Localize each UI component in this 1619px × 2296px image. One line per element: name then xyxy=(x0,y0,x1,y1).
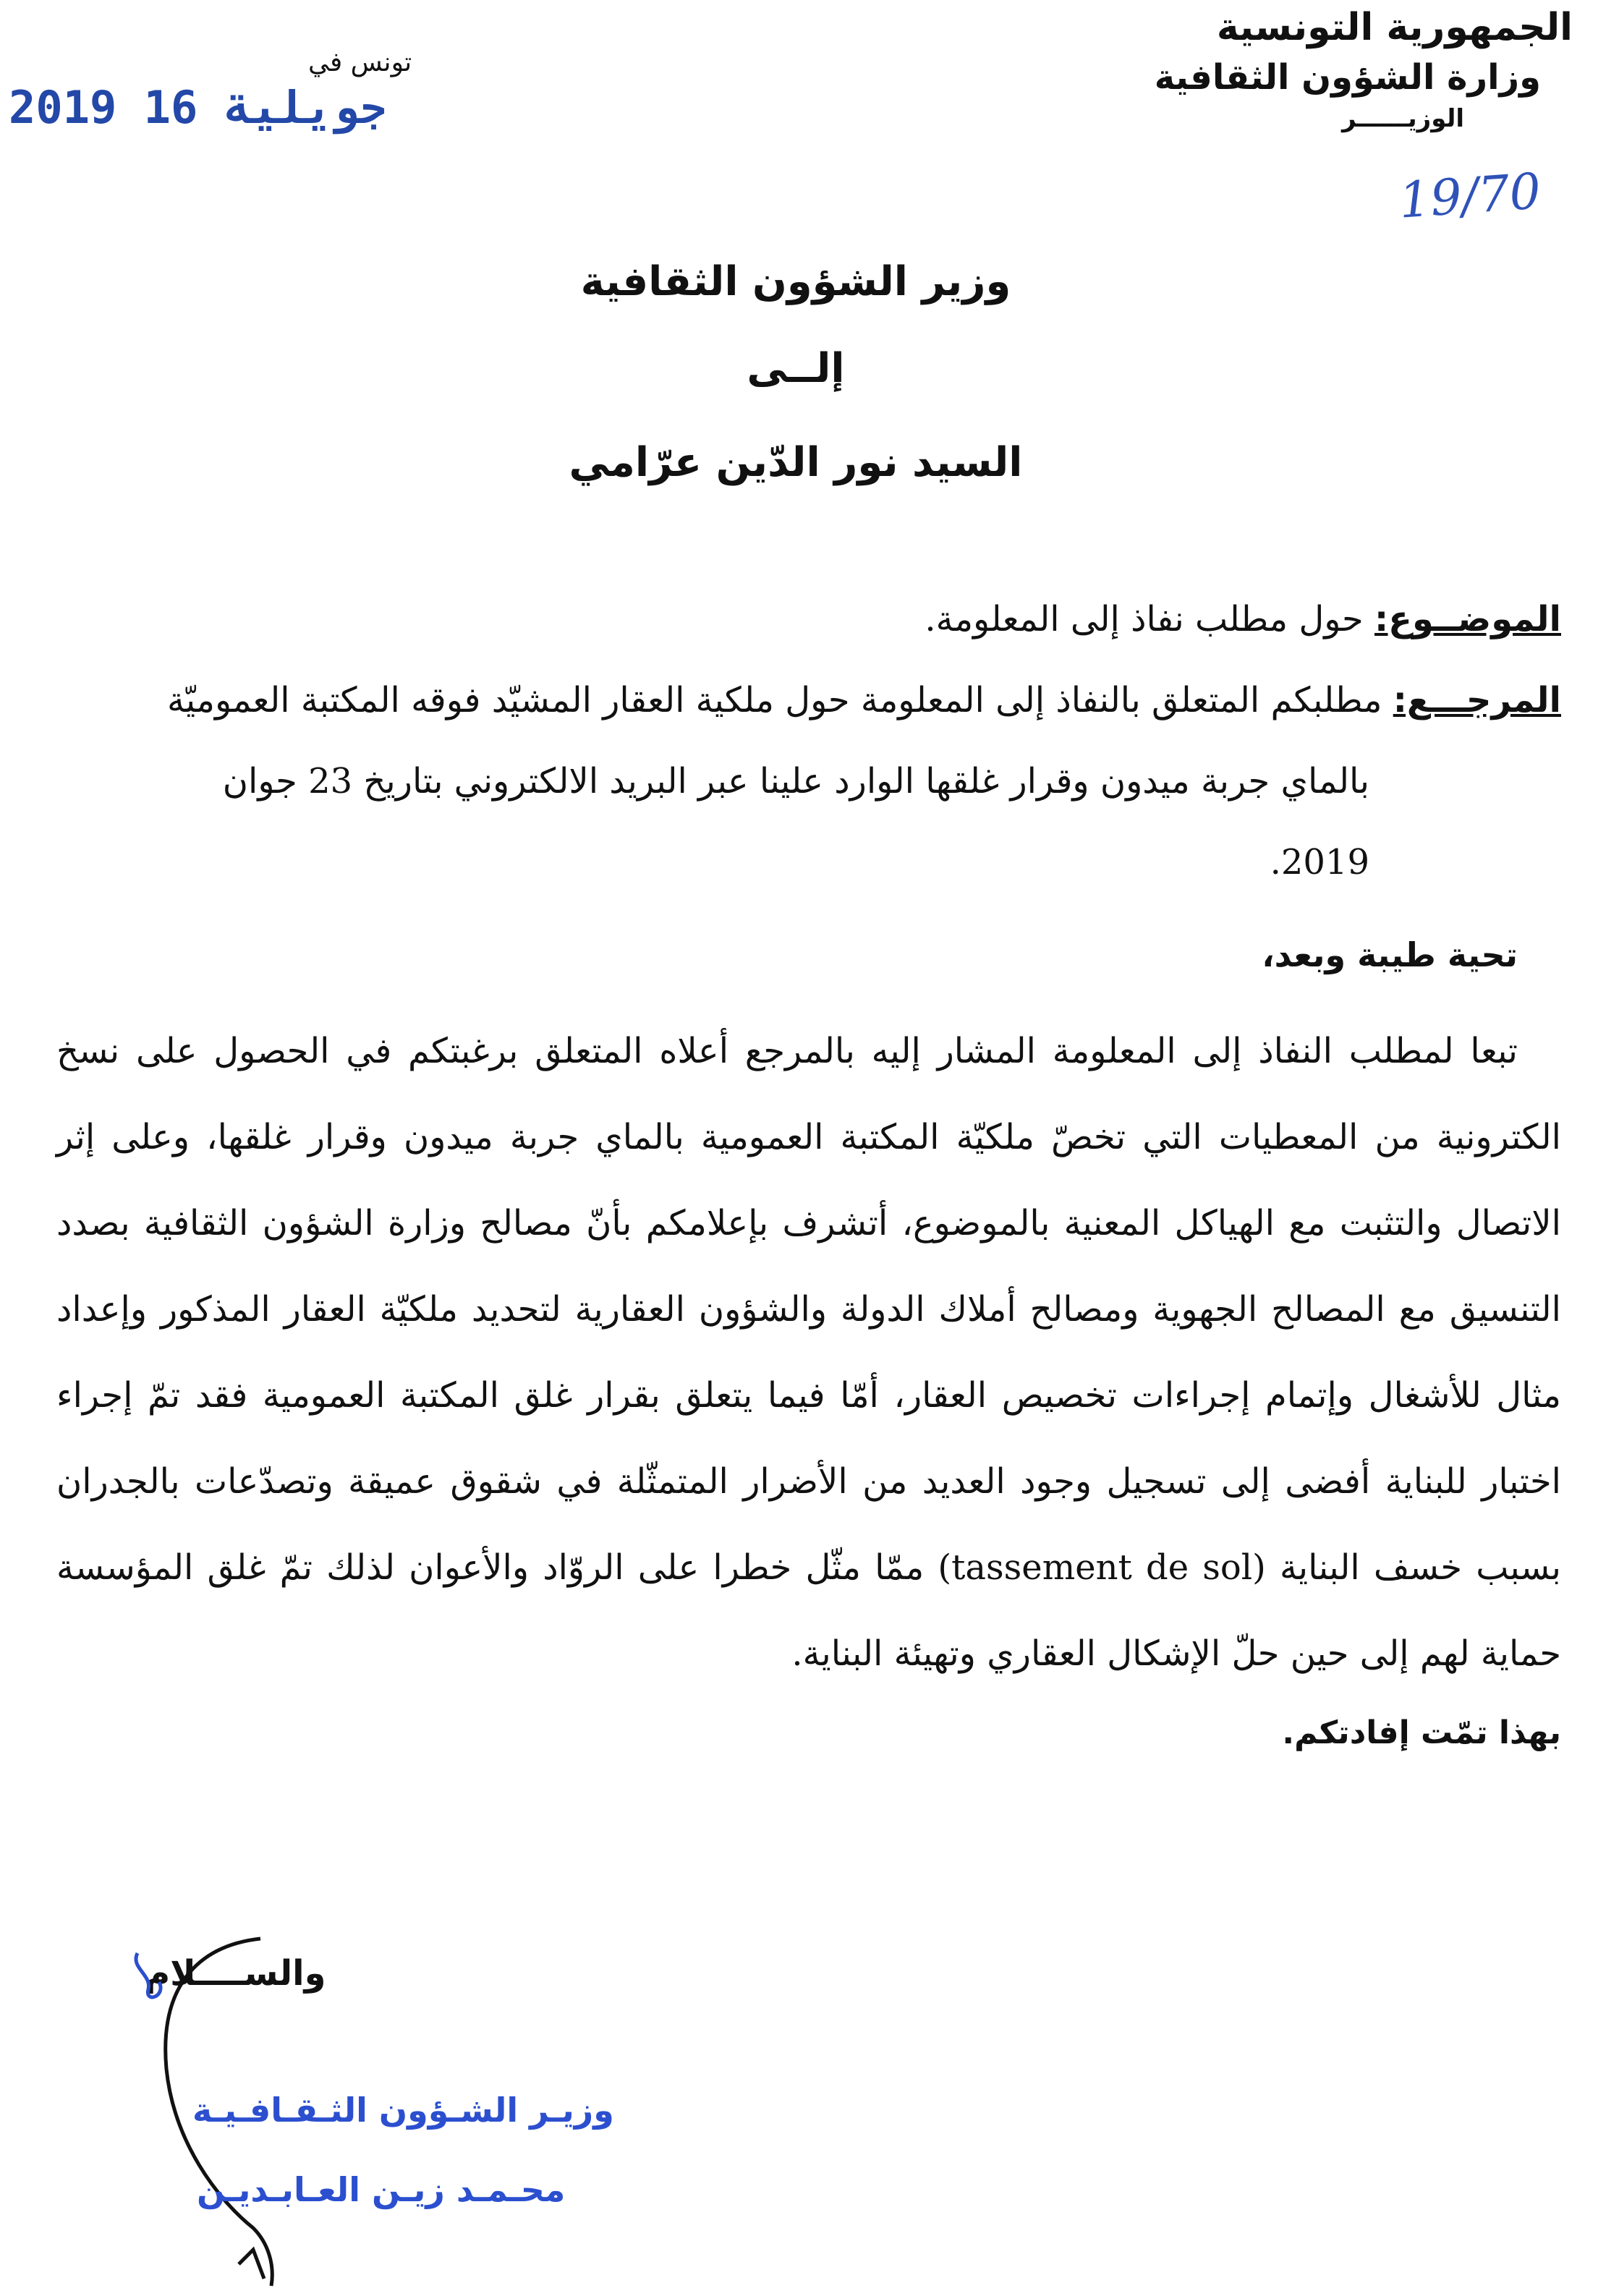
reference-line-2: بالماي جربة ميدون وقرار غلقها الوارد علينا عبر البريد الالكتروني بتاريخ 23 جوان xyxy=(222,761,1369,802)
reference-line-3: 2019. xyxy=(1270,842,1369,883)
main-paragraph: تبعا لمطلب النفاذ إلى المعلومة المشار إليه بالمرجع أعلاه المتعلق برغبتكم في الحصول على نسخ الكترونية من المعطيات التي تخصّ ملكيّة المكتبة العمومية بالماي جربة ميدون وقرار غلقها، وعلى إثر الاتصال والتثبت مع الهياكل المعنية بالموضوع، أتشرف بإعلامكم بأنّ مصالح وزارة الشؤون الثقافية بصدد التنسيق مع المصالح الجهوية ومصالح أملاك الدولة والشؤون العقارية لتحديد ملكيّة العقار المذكور وإعداد مثال للأشغال وإتمام إجراءات تخصيص العقار، أمّا فيما يتعلق بقرار غلق المكتبة العمومية فقد تمّ إجراء اختبار للبناية أفضى إلى تسجيل وجود العديد من الأضرار المتمثّلة في شقوق عميقة وتصدّعات بالجدران بسبب خسف البناية (tassement de sol) ممّا مثّل خطرا على الروّاد والأعوان لذلك تمّ غلق المؤسسة حماية لهم إلى حين حلّ الإشكال العقاري وتهيئة البناية. xyxy=(56,1031,1562,1674)
signatory-name: محـمـد زيـن العـابـديـن xyxy=(197,2170,566,2209)
sender-title: وزير الشؤون الثقافية xyxy=(580,258,1011,305)
greeting: تحية طيبة وبعد، xyxy=(1262,935,1518,974)
letterhead xyxy=(1066,0,1573,136)
salutation: والســــلام xyxy=(145,1953,326,1994)
subject-label: الموضــوع: xyxy=(1374,599,1561,639)
address-block xyxy=(434,239,1157,506)
subject-text: حول مطلب نفاذ إلى المعلومة. xyxy=(925,599,1364,639)
handwritten-reference-number: 19/70 xyxy=(1397,163,1543,230)
reference-label: المرجـــع: xyxy=(1393,680,1561,720)
to-word: إلــى xyxy=(747,345,845,392)
letterhead-republic: الجمهورية التونسية xyxy=(1216,6,1573,49)
letter-body xyxy=(56,579,1561,1769)
place-label: تونس في xyxy=(308,48,412,77)
reference-row xyxy=(56,660,1561,741)
closing-note: بهذا تمّت إفادتكم. xyxy=(1282,1714,1561,1751)
letterhead-minister: الوزيــــــر xyxy=(1342,104,1464,133)
subject-row xyxy=(56,579,1561,660)
date-stamp: 2019 جويلية 16 xyxy=(9,81,387,134)
reference-line-1: مطلبكم المتعلق بالنفاذ إلى المعلومة حول ملكية العقار المشيّد فوقه المكتبة العموميّة xyxy=(167,680,1382,720)
signatory-title: وزيـر الشـؤون الثـقـافـيـة xyxy=(192,2091,614,2130)
letterhead-ministry: وزارة الشؤون الثقافية xyxy=(1154,57,1541,98)
recipient-name: السيد نور الدّين عرّامي xyxy=(569,439,1023,486)
